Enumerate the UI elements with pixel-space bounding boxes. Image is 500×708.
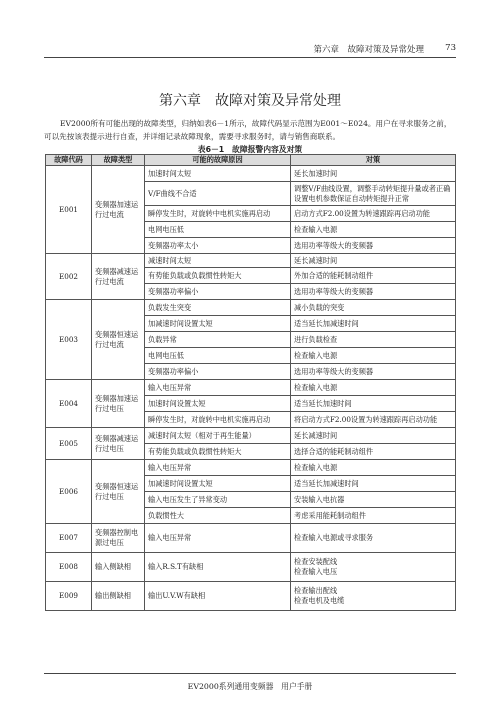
fault-cause-cell: 负载惯性大 xyxy=(145,508,291,524)
fault-cause-cell: 输入R.S.T有缺相 xyxy=(145,553,291,582)
fault-cause-cell: 变频器功率偏小 xyxy=(145,364,291,380)
running-header: 第六章 故障对策及异常处理 xyxy=(313,45,424,55)
fault-action-cell: 延长减速时间 xyxy=(291,428,456,444)
fault-action-cell: 延长加速时间 xyxy=(291,166,456,182)
fault-action-cell: 检查输入电源 xyxy=(291,348,456,364)
fault-type-cell: 变频器减速运行过电流 xyxy=(92,254,145,300)
footer-rule xyxy=(44,673,456,674)
table-row xyxy=(46,582,456,611)
fault-table-body xyxy=(46,166,456,611)
table-row xyxy=(46,254,456,268)
fault-type-cell: 变频器加速运行过电流 xyxy=(92,166,145,254)
header-action: 对策 xyxy=(291,155,456,166)
fault-cause-cell: 有势能负载或负载惯性转矩大 xyxy=(145,268,291,284)
fault-type-cell: 变频器恒速运行过电压 xyxy=(92,460,145,524)
fault-cause-cell: 瞬停发生时，对旋转中电机实施再启动 xyxy=(145,412,291,428)
fault-cause-cell: 减速时间太短 xyxy=(145,254,291,268)
fault-cause-cell: 输入电压异常 xyxy=(145,460,291,476)
fault-code-cell: E008 xyxy=(46,553,92,582)
header-code: 故障代码 xyxy=(46,155,92,166)
header-row xyxy=(46,155,456,166)
fault-type-cell: 变频器恒速运行过电流 xyxy=(92,300,145,380)
fault-cause-cell: 输入电压异常 xyxy=(145,524,291,553)
page-number: 73 xyxy=(445,43,456,53)
table-row xyxy=(46,553,456,582)
fault-action-cell: 进行负载检查 xyxy=(291,332,456,348)
fault-cause-cell: 输出U.V.W有缺相 xyxy=(145,582,291,611)
fault-cause-cell: 加减速时间设置太短 xyxy=(145,316,291,332)
fault-cause-cell: 加速时间设置太短 xyxy=(145,396,291,412)
fault-type-cell: 输出侧缺相 xyxy=(92,582,145,611)
fault-action-cell: 适当延长加减速时间 xyxy=(291,476,456,492)
table-row xyxy=(46,428,456,444)
fault-action-cell: 将启动方式F2.00设置为转速跟踪再启动功能 xyxy=(291,412,456,428)
fault-cause-cell: 加减速时间设置太短 xyxy=(145,476,291,492)
fault-type-cell: 变频器控制电源过电压 xyxy=(92,524,145,553)
fault-cause-cell: 输入电压异常 xyxy=(145,380,291,396)
fault-code-cell: E001 xyxy=(46,166,92,254)
header-type: 故障类型 xyxy=(92,155,145,166)
fault-cause-cell: 负载异常 xyxy=(145,332,291,348)
footer-text: EV2000系列通用变频器 用户手册 xyxy=(187,682,313,691)
fault-cause-cell: 电网电压低 xyxy=(145,222,291,238)
fault-cause-cell: 变频器功率偏小 xyxy=(145,284,291,300)
fault-action-cell: 延长减速时间 xyxy=(291,254,456,268)
fault-action-cell: 检查安装配线 检查输入电压 xyxy=(291,553,456,582)
table-row xyxy=(46,300,456,316)
fault-cause-cell: 瞬停发生时，对旋转中电机实施再启动 xyxy=(145,206,291,222)
page-footer xyxy=(0,681,500,692)
fault-code-cell: E006 xyxy=(46,460,92,524)
table-row xyxy=(46,460,456,476)
fault-cause-cell: 变频器功率太小 xyxy=(145,238,291,254)
fault-action-cell: 考虑采用能耗制动组件 xyxy=(291,508,456,524)
fault-action-cell: 安装输入电抗器 xyxy=(291,492,456,508)
fault-code-cell: E002 xyxy=(46,254,92,300)
fault-action-cell: 选择合适的能耗制动组件 xyxy=(291,444,456,460)
fault-table xyxy=(45,154,456,611)
fault-code-cell: E007 xyxy=(46,524,92,553)
header-cause: 可能的故障原因 xyxy=(145,155,291,166)
fault-action-cell: 外加合适的能耗制动组件 xyxy=(291,268,456,284)
fault-type-cell: 变频器减速运行过电压 xyxy=(92,428,145,460)
fault-cause-cell: 电网电压低 xyxy=(145,348,291,364)
intro-paragraph: EV2000所有可能出现的故障类型，归纳如表6－1所示，故障代码显示范围为E001～E024。用户在寻求服务之前，可以先按该表提示进行自查，并详细记录故障现象，需要寻求服务时，请与销售商联系。 xyxy=(44,119,452,141)
table-row xyxy=(46,166,456,182)
fault-action-cell: 检查输入电源 xyxy=(291,380,456,396)
fault-table-header xyxy=(46,155,456,166)
page-header xyxy=(0,0,500,58)
fault-action-cell: 检查输入电源 xyxy=(291,460,456,476)
fault-code-cell: E009 xyxy=(46,582,92,611)
fault-action-cell: 检查输入电源 xyxy=(291,222,456,238)
fault-cause-cell: 减速时间太短（相对于再生能量） xyxy=(145,428,291,444)
fault-type-cell: 输入侧缺相 xyxy=(92,553,145,582)
fault-action-cell: 适当延长加减速时间 xyxy=(291,316,456,332)
fault-code-cell: E003 xyxy=(46,300,92,380)
fault-cause-cell: 负载发生突变 xyxy=(145,300,291,316)
fault-action-cell: 选用功率等级大的变频器 xyxy=(291,364,456,380)
header-rule xyxy=(44,57,456,58)
table-row xyxy=(46,380,456,396)
table-caption: 表6－1 故障报警内容及对策 xyxy=(197,145,303,154)
fault-action-cell: 选用功率等级大的变频器 xyxy=(291,284,456,300)
fault-action-cell: 适当延长加速时间 xyxy=(291,396,456,412)
fault-action-cell: 减小负载的突变 xyxy=(291,300,456,316)
fault-cause-cell: 加速时间太短 xyxy=(145,166,291,182)
fault-cause-cell: 有势能负载或负载惯性转矩大 xyxy=(145,444,291,460)
fault-action-cell: 启动方式F2.00设置为转速跟踪再启动功能 xyxy=(291,206,456,222)
fault-code-cell: E004 xyxy=(46,380,92,428)
fault-code-cell: E005 xyxy=(46,428,92,460)
fault-action-cell: 调整V/F曲线设置，调整手动转矩提升量或者正确设置电机参数保证自动转矩提升正常 xyxy=(291,182,456,206)
table-row xyxy=(46,524,456,553)
fault-type-cell: 变频器加速运行过电压 xyxy=(92,380,145,428)
fault-action-cell: 选用功率等级大的变频器 xyxy=(291,238,456,254)
chapter-title: 第六章 故障对策及异常处理 xyxy=(159,93,341,109)
fault-action-cell: 检查输入电源或寻求服务 xyxy=(291,524,456,553)
fault-action-cell: 检查输出配线 检查电机及电缆 xyxy=(291,582,456,611)
fault-cause-cell: V/F曲线不合适 xyxy=(145,182,291,206)
fault-cause-cell: 输入电压发生了异常变动 xyxy=(145,492,291,508)
